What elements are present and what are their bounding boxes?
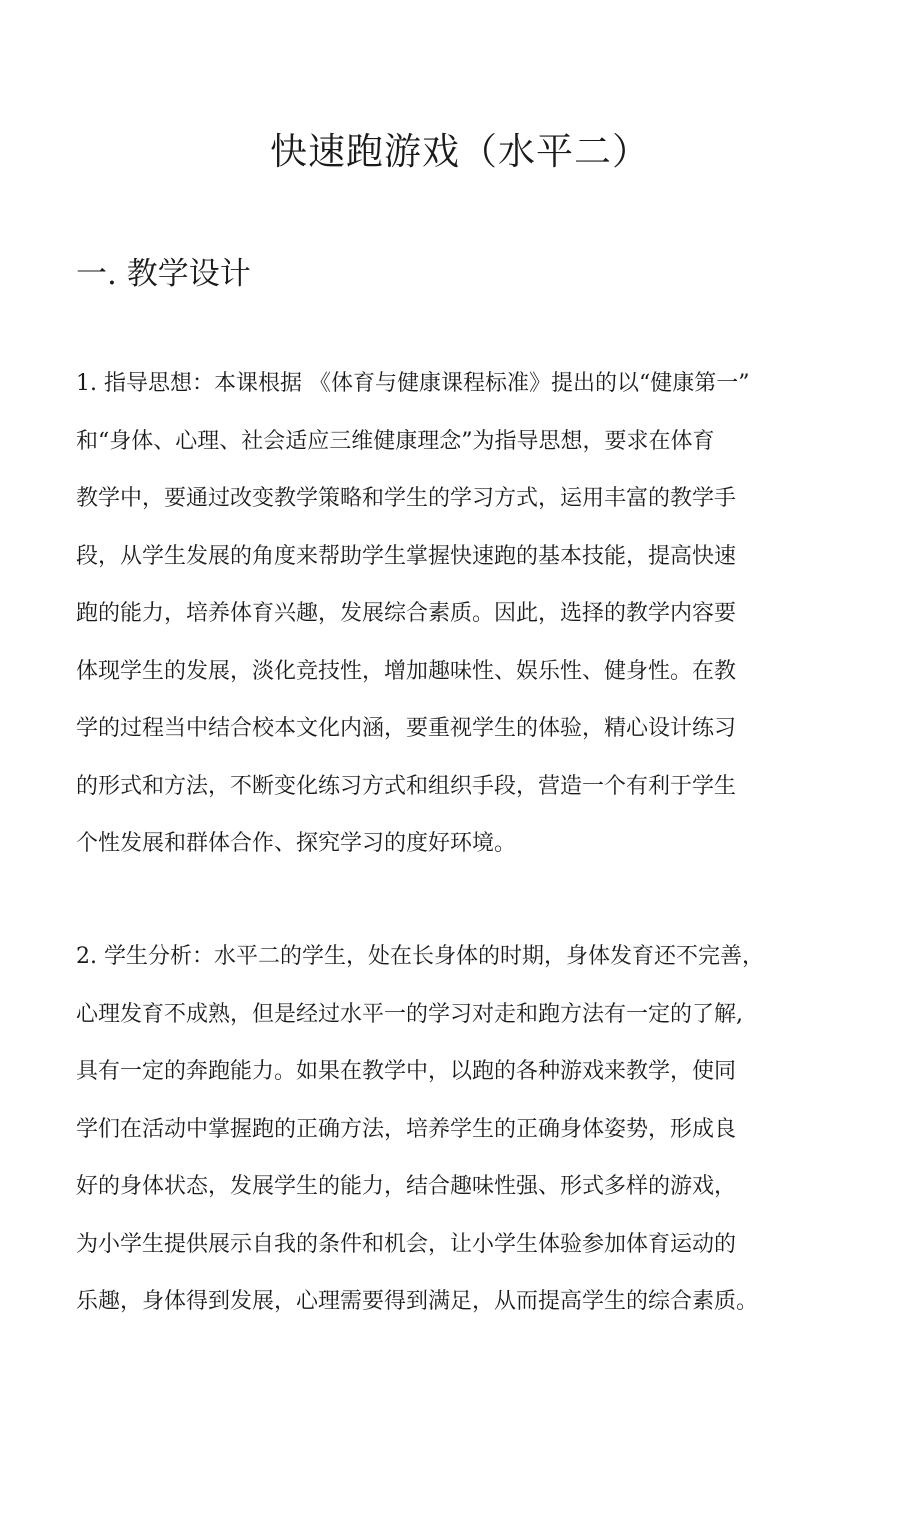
paragraph-line: 教学中，要通过改变教学策略和学生的学习方式，运用丰富的教学手 <box>76 486 737 511</box>
document-title: 快速跑游戏（水平二） <box>270 130 650 173</box>
paragraph-line: 跑的能力，培养体育兴趣，发展综合素质。因此，选择的教学内容要 <box>76 601 737 626</box>
paragraph-line: 好的身体状态，发展学生的能力，结合趣味性强、形式多样的游戏， <box>76 1174 737 1199</box>
paragraph-line: 段，从学生发展的角度来帮助学生掌握快速跑的基本技能，提高快速 <box>76 543 737 569</box>
paragraph-guiding-ideology <box>76 355 856 873</box>
paragraph-line: 体现学生的发展，淡化竞技性，增加趣味性、娱乐性、健身性。在教 <box>76 658 737 684</box>
paragraph-line: 个性发展和群体合作、探究学习的度好环境。 <box>76 831 517 856</box>
paragraph-line: 学们在活动中掌握跑的正确方法，培养学生的正确身体姿势，形成良 <box>76 1116 737 1142</box>
paragraph-line: 2. 学生分析：水平二的学生，处在长身体的时期，身体发育还不完善， <box>76 944 764 969</box>
section-heading: 一. 教学设计 <box>76 256 251 292</box>
paragraph-line: 和“身体、心理、社会适应三维健康理念”为指导思想，要求在体育 <box>76 428 715 454</box>
paragraph-line: 乐趣，身体得到发展，心理需要得到满足，从而提高学生的综合素质。 <box>76 1289 759 1314</box>
paragraph-line: 的形式和方法，不断变化练习方式和组织手段，营造一个有利于学生 <box>76 773 737 799</box>
paragraph-line: 为小学生提供展示自我的条件和机会，让小学生体验参加体育运动的 <box>76 1231 737 1257</box>
paragraph-line: 具有一定的奔跑能力。如果在教学中，以跑的各种游戏来教学，使同 <box>76 1059 737 1084</box>
paragraph-line: 心理发育不成熟，但是经过水平一的学习对走和跑方法有一定的了解, <box>76 1001 743 1027</box>
paragraph-line: 1. 指导思想：本课根据 《体育与健康课程标准》提出的以“健康第一” <box>76 371 750 396</box>
paragraph-line: 学的过程当中结合校本文化内涵，要重视学生的体验，精心设计练习 <box>76 716 737 741</box>
paragraph-student-analysis <box>76 928 856 1331</box>
